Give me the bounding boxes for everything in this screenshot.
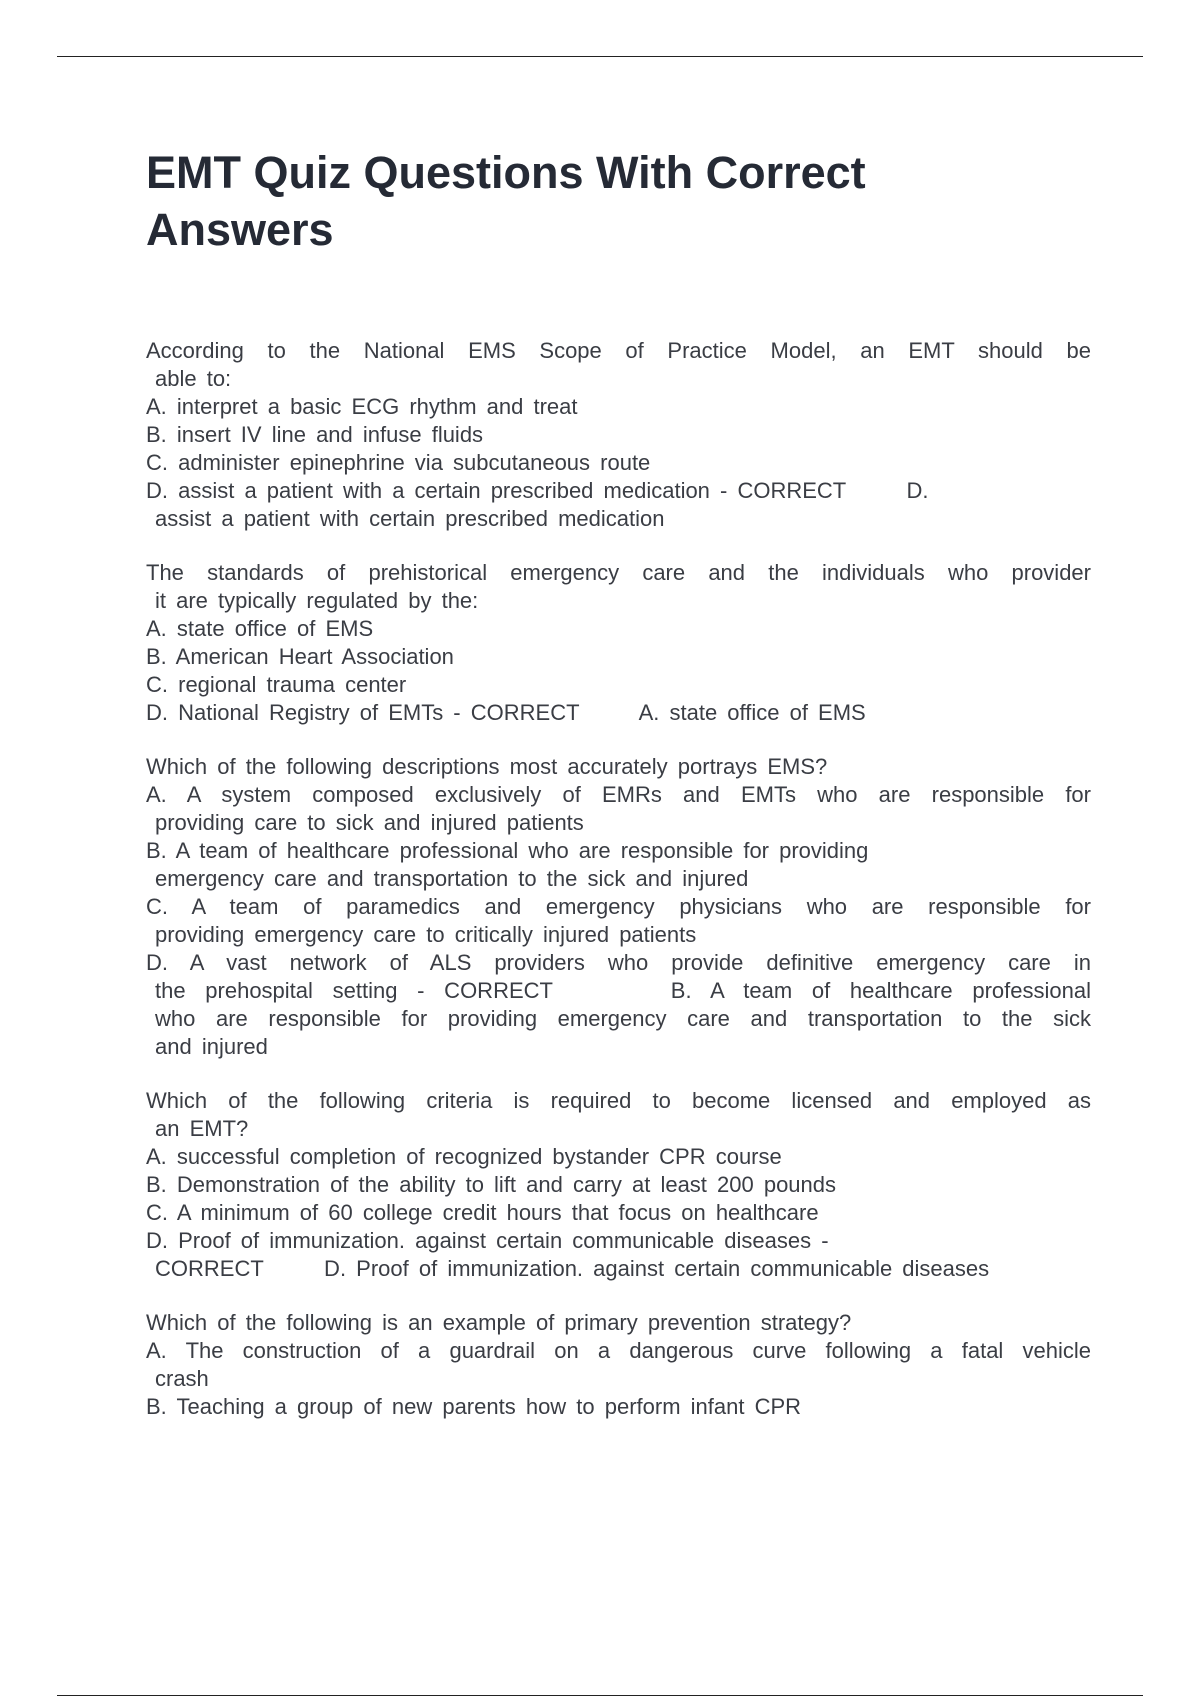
answer-option: A. successful completion of recognized bystander CPR course <box>146 1144 782 1169</box>
question-text: Which of the following is an example of primary prevention strategy? <box>146 1310 852 1335</box>
answer-option: C. A minimum of 60 college credit hours that focus on healthcare <box>146 1200 819 1225</box>
correct-answer: and injured <box>155 1034 268 1059</box>
answer-option: B. Teaching a group of new parents how to perform infant CPR <box>146 1394 802 1419</box>
question-text: it are typically regulated by the: <box>155 588 479 613</box>
answer-option-correct: D. assist a patient with a certain prescribed medication - CORRECT D. <box>146 478 929 503</box>
correct-answer: who are responsible for providing emergency care and transportation to the sick <box>155 1006 1091 1031</box>
answer-option: C. regional trauma center <box>146 672 407 697</box>
question-text: The standards of prehistorical emergency care and the individuals who provider <box>146 560 1091 585</box>
answer-option: B. Demonstration of the ability to lift and carry at least 200 pounds <box>146 1172 837 1197</box>
title-line-2: Answers <box>146 204 334 255</box>
question-block-1 <box>146 337 1091 533</box>
answer-option-correct: D. Proof of immunization. against certain communicable diseases - <box>146 1228 829 1253</box>
bottom-rule <box>57 1695 1143 1696</box>
top-rule <box>57 56 1143 57</box>
question-block-5 <box>146 1309 1091 1421</box>
quiz-content <box>146 337 1091 1447</box>
question-block-2 <box>146 559 1091 727</box>
question-text: an EMT? <box>155 1116 249 1141</box>
question-text: According to the National EMS Scope of Practice Model, an EMT should be <box>146 338 1091 363</box>
answer-option: C. A team of paramedics and emergency physicians who are responsible for <box>146 894 1091 919</box>
title-line-1: EMT Quiz Questions With Correct <box>146 147 866 198</box>
question-text: Which of the following criteria is required to become licensed and employed as <box>146 1088 1091 1113</box>
answer-option: A. A system composed exclusively of EMRs and EMTs who are responsible for <box>146 782 1091 807</box>
answer-option-correct: the prehospital setting - CORRECT B. A team of healthcare professional <box>155 978 1091 1003</box>
answer-option: B. A team of healthcare professional who are responsible for providing <box>146 838 869 863</box>
answer-option: providing emergency care to critically injured patients <box>155 922 697 947</box>
question-block-4 <box>146 1087 1091 1283</box>
answer-option: providing care to sick and injured patients <box>155 810 584 835</box>
answer-option: A. state office of EMS <box>146 616 374 641</box>
question-text: able to: <box>155 366 232 391</box>
question-text: Which of the following descriptions most accurately portrays EMS? <box>146 754 828 779</box>
answer-option-correct: D. National Registry of EMTs - CORRECT A. state office of EMS <box>146 700 866 725</box>
correct-answer: CORRECT D. Proof of immunization. against certain communicable diseases <box>155 1256 990 1281</box>
answer-option: B. insert IV line and infuse fluids <box>146 422 484 447</box>
answer-option: emergency care and transportation to the sick and injured <box>155 866 749 891</box>
correct-answer: assist a patient with certain prescribed medication <box>155 506 665 531</box>
answer-option: C. administer epinephrine via subcutaneous route <box>146 450 651 475</box>
answer-option: A. interpret a basic ECG rhythm and treat <box>146 394 578 419</box>
answer-option: B. American Heart Association <box>146 644 454 669</box>
answer-option: A. The construction of a guardrail on a dangerous curve following a fatal vehicle <box>146 1338 1091 1363</box>
answer-option: crash <box>155 1366 209 1391</box>
answer-option: D. A vast network of ALS providers who provide definitive emergency care in <box>146 950 1091 975</box>
document-title <box>146 144 1086 258</box>
question-block-3 <box>146 753 1091 1061</box>
